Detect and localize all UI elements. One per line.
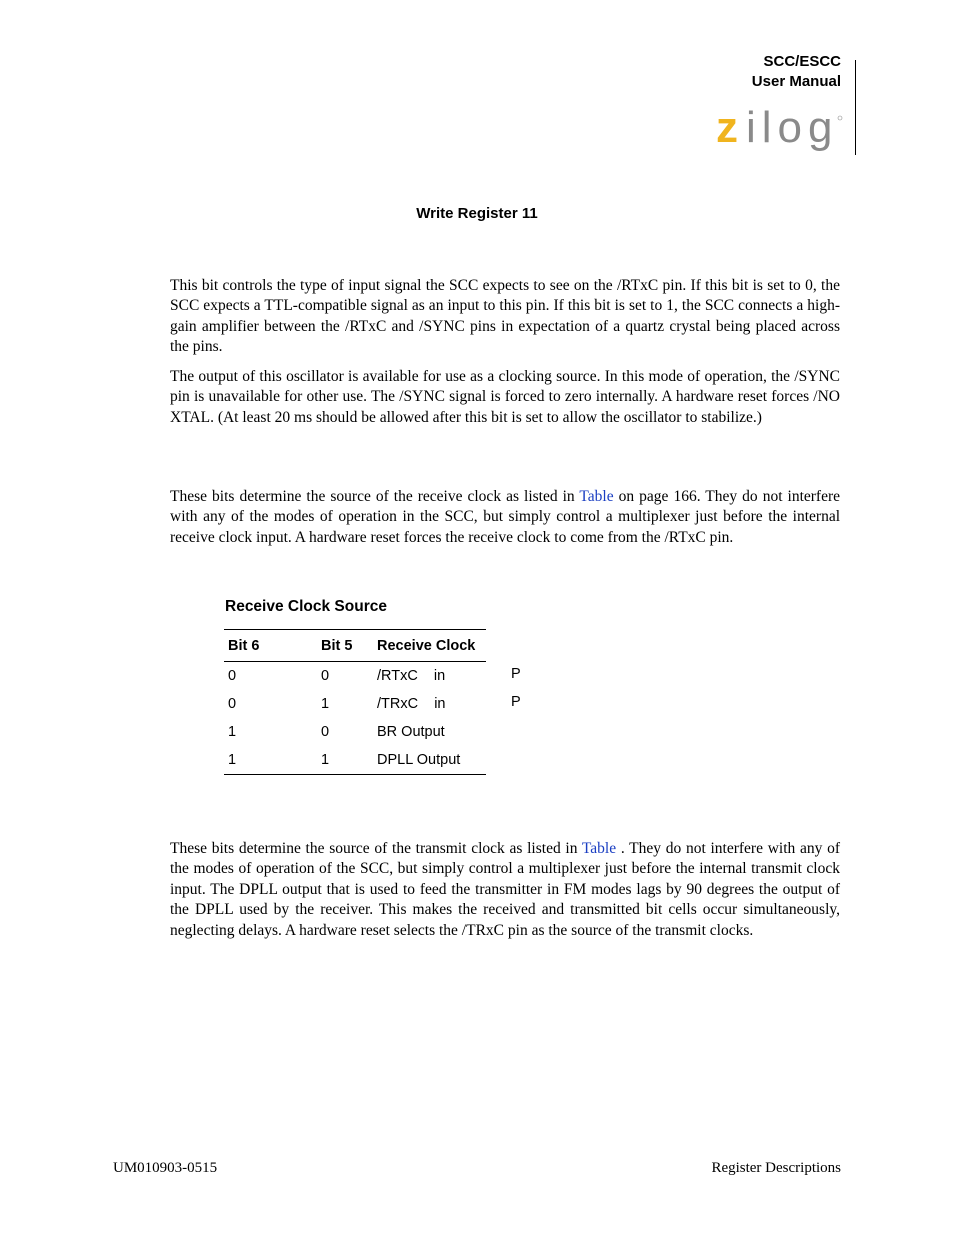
svg-text:z: z xyxy=(716,104,738,152)
zilog-logo xyxy=(714,104,844,158)
receive-clock-text-after: on page 166. They do not interfere with any of the modes of operation in the SCC, but simply control a multiplexer just before the internal receive clock input. A hardware reset forces the receive clock to come from the /RTxC pin. xyxy=(170,488,841,546)
cell-bit6: 0 xyxy=(228,696,237,712)
transmit-clock-text-after: . They do not interfere with any of the modes of operation of the SCC, but simply control a multiplexer just before the internal transmit clock input. The DPLL output that is used to feed the transmitter in FM modes lags by 90 degrees the output of the DPLL used by the receiver. This makes the received and transmitted bit cells occur simultaneously, neglecting delays. A hardware reset selects the /TRxC pin as the source of the transmit clocks. xyxy=(170,840,840,939)
header-divider xyxy=(855,60,856,155)
receive-clock-table xyxy=(224,629,486,775)
cell-bit6: 0 xyxy=(228,668,237,684)
paragraph-transmit-clock xyxy=(170,839,840,941)
col-receive-clock-header: Receive Clock xyxy=(373,630,486,662)
pin-mark: P xyxy=(511,694,521,710)
cell-receive-clock: BR Output xyxy=(377,724,445,740)
manual-title: SCC/ESCC xyxy=(763,53,841,70)
paragraph-receive-clock xyxy=(170,487,840,548)
cell-bit5: 1 xyxy=(321,696,330,712)
col-bit5-header: Bit 5 xyxy=(317,630,373,662)
table-caption: Receive Clock Source xyxy=(225,598,387,615)
cell-bit6: 1 xyxy=(228,724,237,740)
manual-subtitle: User Manual xyxy=(751,73,841,90)
table-row xyxy=(224,718,486,746)
col-bit6-header: Bit 6 xyxy=(224,630,317,662)
table-row xyxy=(224,746,486,775)
paragraph-xtal: This bit controls the type of input signal the SCC expects to see on the /RTxC pin. If this bit is set to 0, the SCC expects a TTL-compatible signal as an input to this pin. If this bit is set to 1, the SCC connects a high-gain amplifier between the /RTxC and /SYNC pins in expectation of a quartz crystal being placed across the pins. xyxy=(170,277,840,356)
cell-bit5: 1 xyxy=(317,746,373,775)
cell-receive-clock: DPLL Output xyxy=(373,746,486,775)
cell-bit5: 0 xyxy=(321,668,330,684)
paragraph-oscillator: The output of this oscillator is available for use as a clocking source. In this mode of operation, the /SYNC pin is unavailable for other use. The /SYNC signal is forced to zero internally. A hardware reset forces /NO XTAL. (At least 20 ms should be allowed after this bit is set to allow the oscillator to stabilize.) xyxy=(170,368,840,426)
transmit-clock-text-before: These bits determine the source of the transmit clock as listed in xyxy=(170,840,582,857)
table-header-row xyxy=(224,630,486,662)
table-link-receive[interactable]: Table xyxy=(579,488,614,505)
page-title: Write Register 11 xyxy=(416,205,538,222)
cell-bit5: 0 xyxy=(321,724,330,740)
receive-clock-text-before: These bits determine the source of the receive clock as listed in xyxy=(170,488,580,505)
cell-bit6: 1 xyxy=(224,746,317,775)
pin-mark: P xyxy=(511,666,521,682)
cell-receive-clock: /RTxC in xyxy=(377,668,446,684)
table-row xyxy=(224,662,486,691)
footer-doc-number: UM010903-0515 xyxy=(113,1160,218,1176)
cell-receive-clock: /TRxC in xyxy=(377,696,446,712)
svg-text:ilog: ilog xyxy=(746,104,839,152)
footer-section-name: Register Descriptions xyxy=(711,1160,841,1176)
table-row xyxy=(224,690,486,718)
table-link-transmit[interactable]: Table xyxy=(581,840,617,857)
